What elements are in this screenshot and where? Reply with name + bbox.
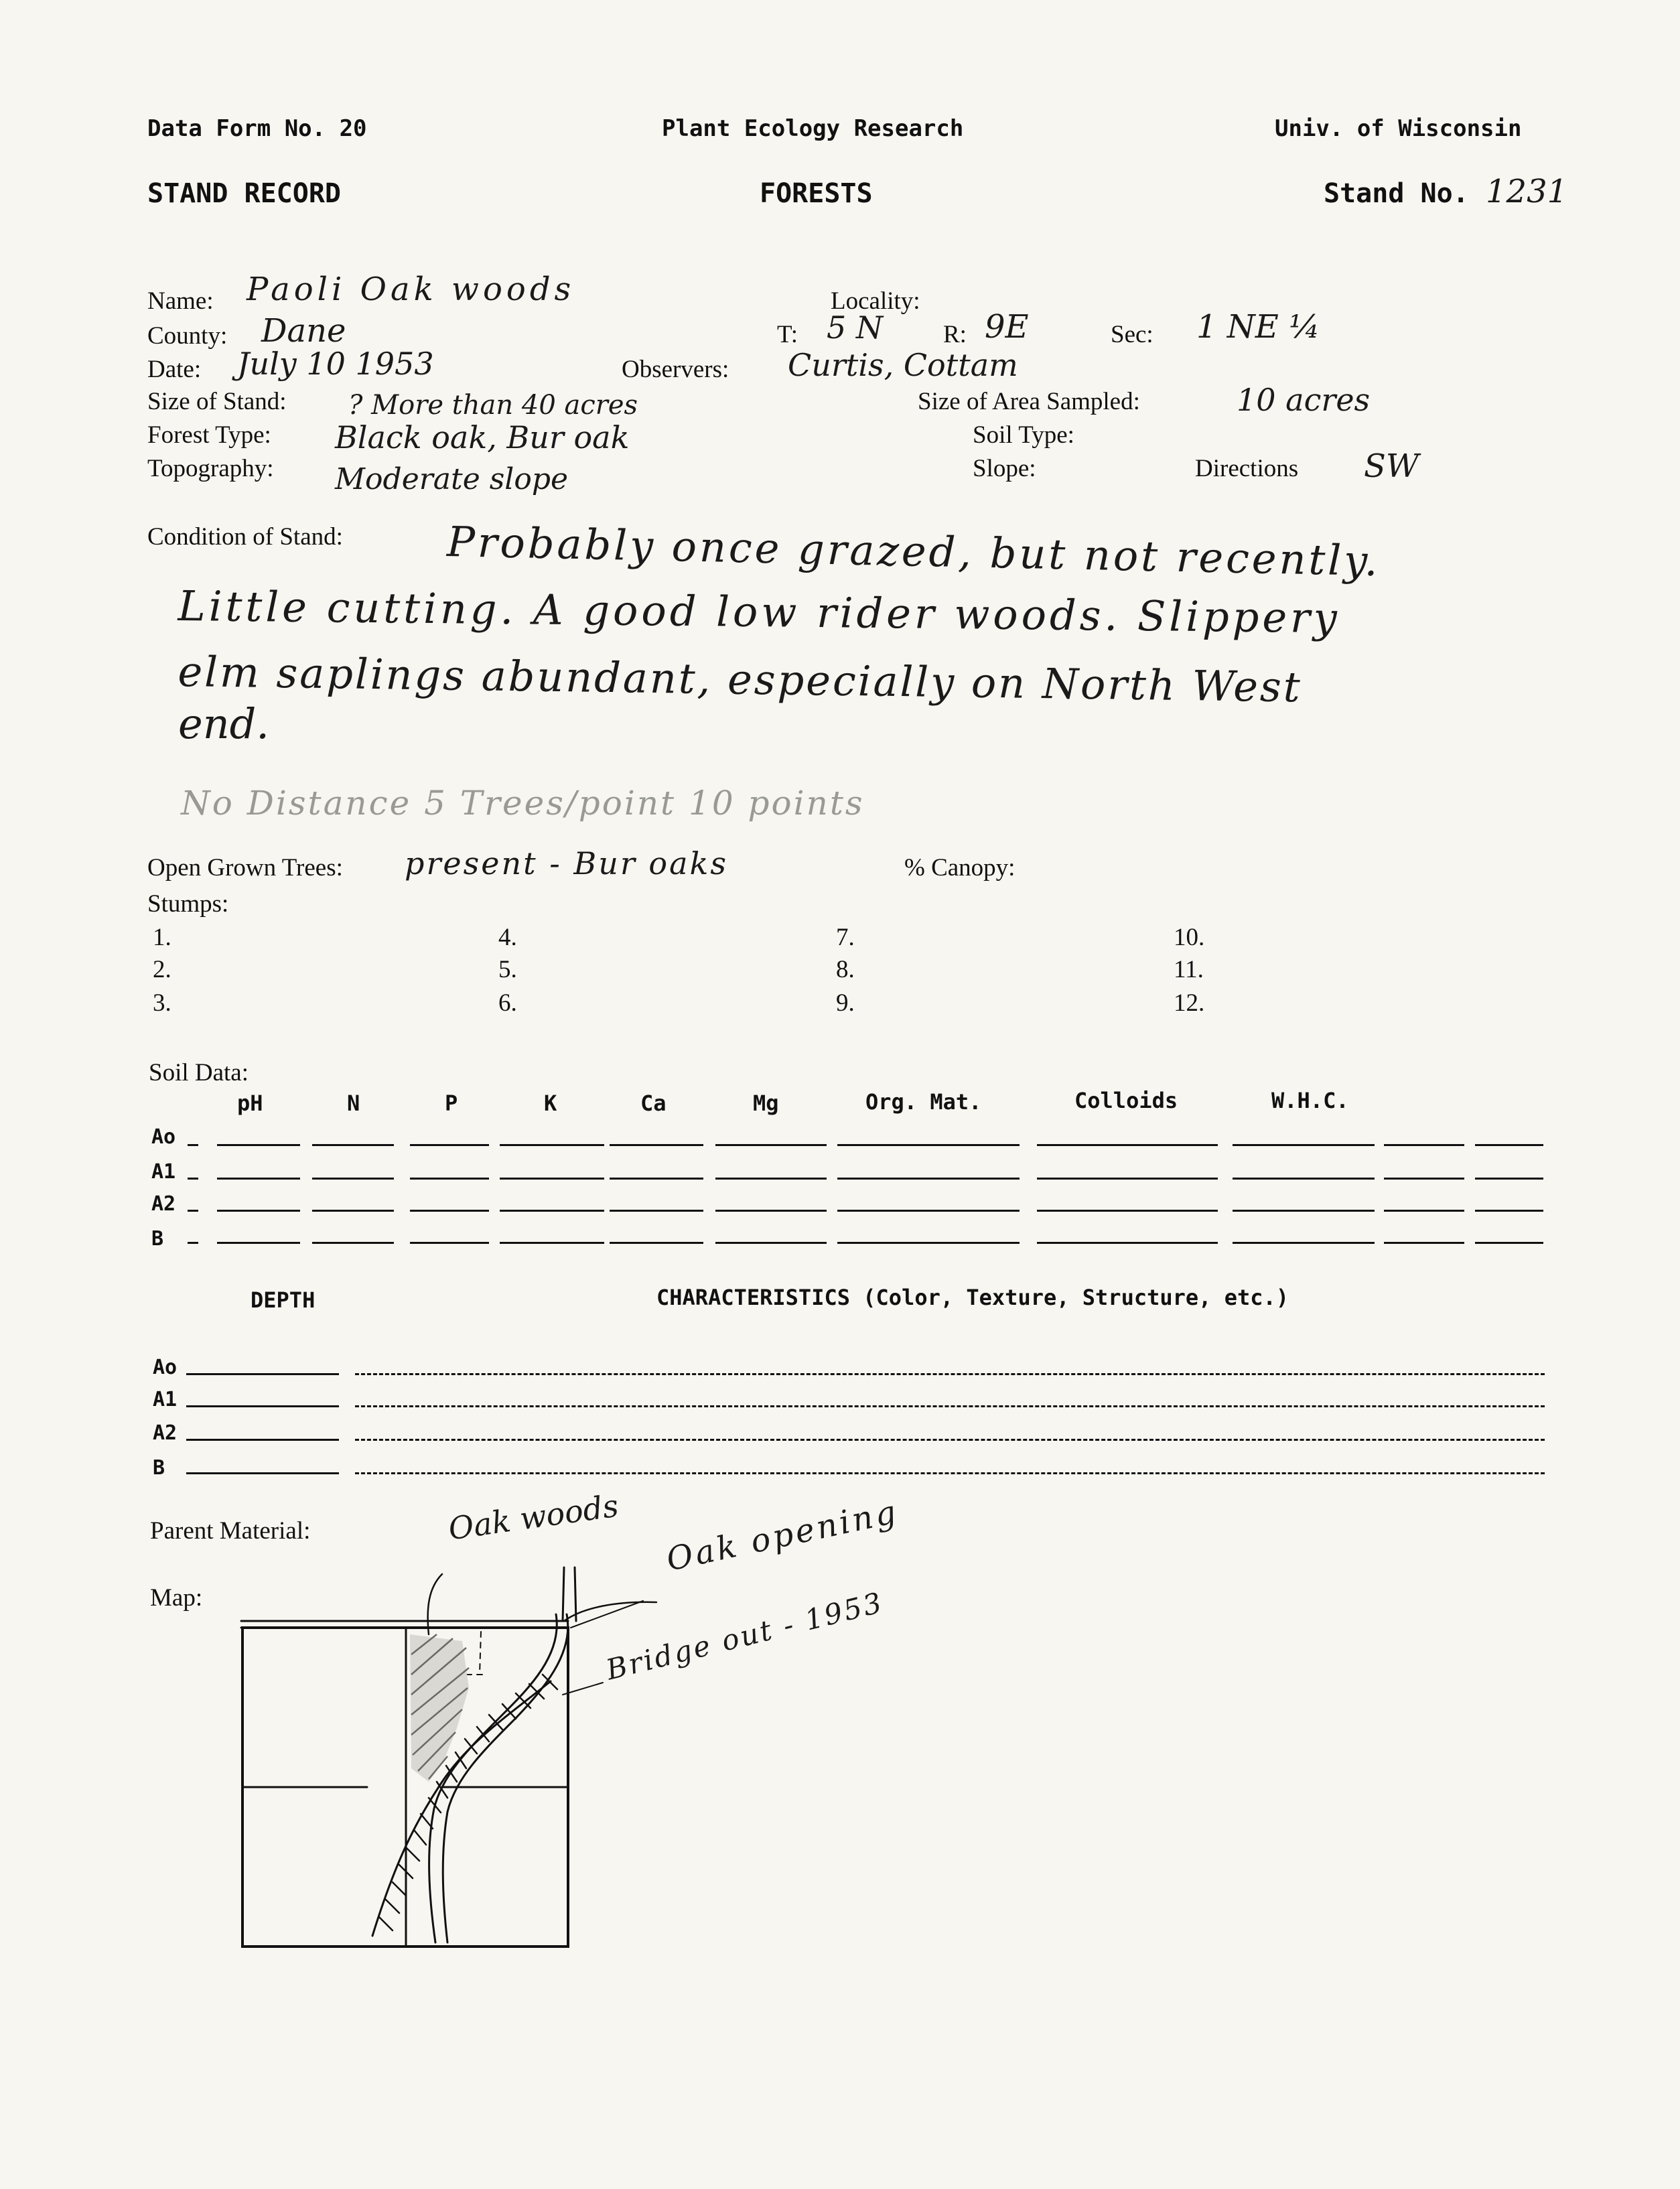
soil-col-ca: Ca xyxy=(640,1090,667,1116)
condition-label: Condition of Stand: xyxy=(147,523,343,551)
section-label: Sec: xyxy=(1111,321,1153,348)
stump-4: 4. xyxy=(498,924,517,951)
map-annotation-oak-opening[interactable]: Oak opening xyxy=(663,1492,902,1579)
soil-data-label: Soil Data: xyxy=(149,1059,249,1086)
name-value[interactable]: Paoli Oak woods xyxy=(247,271,575,308)
observers-value[interactable]: Curtis, Cottam xyxy=(788,347,1018,383)
map-annotation-bridge[interactable]: Bridge out - 1953 xyxy=(603,1585,887,1687)
char-row-a2: A2 xyxy=(153,1421,178,1445)
soil-row-a2: A2 xyxy=(151,1192,176,1216)
forest-type-label: Forest Type: xyxy=(147,421,271,449)
size-of-area-value[interactable]: 10 acres xyxy=(1237,382,1371,418)
stump-6: 6. xyxy=(498,989,517,1017)
topography-label: Topography: xyxy=(147,455,274,482)
condition-line-4[interactable]: end. xyxy=(178,699,270,748)
soil-type-label: Soil Type: xyxy=(973,421,1074,449)
canopy-label: % Canopy: xyxy=(904,854,1016,881)
township-label: T: xyxy=(777,321,798,348)
stump-9: 9. xyxy=(836,989,855,1017)
pencil-note: No Distance 5 Trees/point 10 points xyxy=(181,784,865,823)
soil-col-colloids: Colloids xyxy=(1074,1088,1178,1113)
township-value[interactable]: 5 N xyxy=(827,309,884,346)
county-value[interactable]: Dane xyxy=(261,312,346,350)
name-label: Name: xyxy=(147,287,214,315)
range-label: R: xyxy=(943,321,967,348)
form-number: Data Form No. 20 xyxy=(147,115,367,142)
topography-value[interactable]: Moderate slope xyxy=(335,462,569,496)
slope-label: Slope: xyxy=(973,455,1036,482)
soil-col-mg: Mg xyxy=(753,1090,779,1116)
stump-3: 3. xyxy=(153,989,171,1017)
record-type: STAND RECORD xyxy=(147,178,341,209)
stump-5: 5. xyxy=(498,956,517,983)
soil-col-n: N xyxy=(347,1090,360,1116)
stand-no-value[interactable]: 1231 xyxy=(1486,173,1568,210)
stump-8: 8. xyxy=(836,956,855,983)
forest-type-value[interactable]: Black oak, Bur oak xyxy=(335,419,630,455)
institution-name: Plant Ecology Research xyxy=(662,115,964,142)
soil-row-a1: A1 xyxy=(151,1160,176,1184)
stumps-label: Stumps: xyxy=(147,890,229,918)
soil-col-whc: W.H.C. xyxy=(1271,1088,1349,1113)
date-label: Date: xyxy=(147,356,202,383)
soil-col-ph: pH xyxy=(237,1090,263,1116)
stump-7: 7. xyxy=(836,924,855,951)
soil-row-ao: Ao xyxy=(151,1125,176,1149)
open-grown-value[interactable]: present - Bur oaks xyxy=(405,845,729,881)
depth-label: DEPTH xyxy=(251,1287,316,1313)
size-of-stand-value[interactable]: ? More than 40 acres xyxy=(348,390,638,421)
characteristics-title: CHARACTERISTICS (Color, Texture, Structure, etc.) xyxy=(656,1285,1289,1310)
char-row-a1: A1 xyxy=(153,1388,178,1411)
soil-col-p: P xyxy=(445,1090,458,1116)
stump-11: 11. xyxy=(1174,956,1204,983)
char-row-b: B xyxy=(153,1456,165,1480)
stump-1: 1. xyxy=(153,924,171,951)
date-value[interactable]: July 10 1953 xyxy=(237,346,434,382)
soil-col-org-mat: Org. Mat. xyxy=(865,1089,982,1115)
condition-line-3[interactable]: elm saplings abundant, especially on North West xyxy=(177,647,1303,712)
soil-row-b: B xyxy=(151,1227,164,1251)
stump-10: 10. xyxy=(1174,924,1205,951)
stand-no-label: Stand No. xyxy=(1324,178,1469,209)
condition-line-1[interactable]: Probably once grazed, but not recently. xyxy=(446,517,1381,586)
stump-12: 12. xyxy=(1174,989,1205,1017)
university-name: Univ. of Wisconsin xyxy=(1275,115,1522,142)
parent-material-label: Parent Material: xyxy=(150,1517,311,1545)
condition-line-2[interactable]: Little cutting. A good low rider woods. Slippery xyxy=(178,581,1341,643)
locality-label: Locality: xyxy=(831,287,920,315)
range-value[interactable]: 9E xyxy=(985,308,1029,346)
size-of-stand-label: Size of Stand: xyxy=(147,388,287,415)
observers-label: Observers: xyxy=(622,356,729,383)
directions-value[interactable]: SW xyxy=(1364,447,1419,485)
map-label: Map: xyxy=(150,1584,203,1612)
section-value[interactable]: 1 NE ¼ xyxy=(1196,308,1320,346)
char-row-ao: Ao xyxy=(153,1356,178,1379)
map-annotation-oak-woods[interactable]: Oak woods xyxy=(446,1487,621,1547)
stump-2: 2. xyxy=(153,956,171,983)
directions-label: Directions xyxy=(1195,455,1299,482)
size-of-area-label: Size of Area Sampled: xyxy=(918,388,1140,415)
open-grown-label: Open Grown Trees: xyxy=(147,854,343,881)
soil-col-k: K xyxy=(544,1090,557,1116)
category-title: FORESTS xyxy=(760,178,873,209)
county-label: County: xyxy=(147,322,228,350)
